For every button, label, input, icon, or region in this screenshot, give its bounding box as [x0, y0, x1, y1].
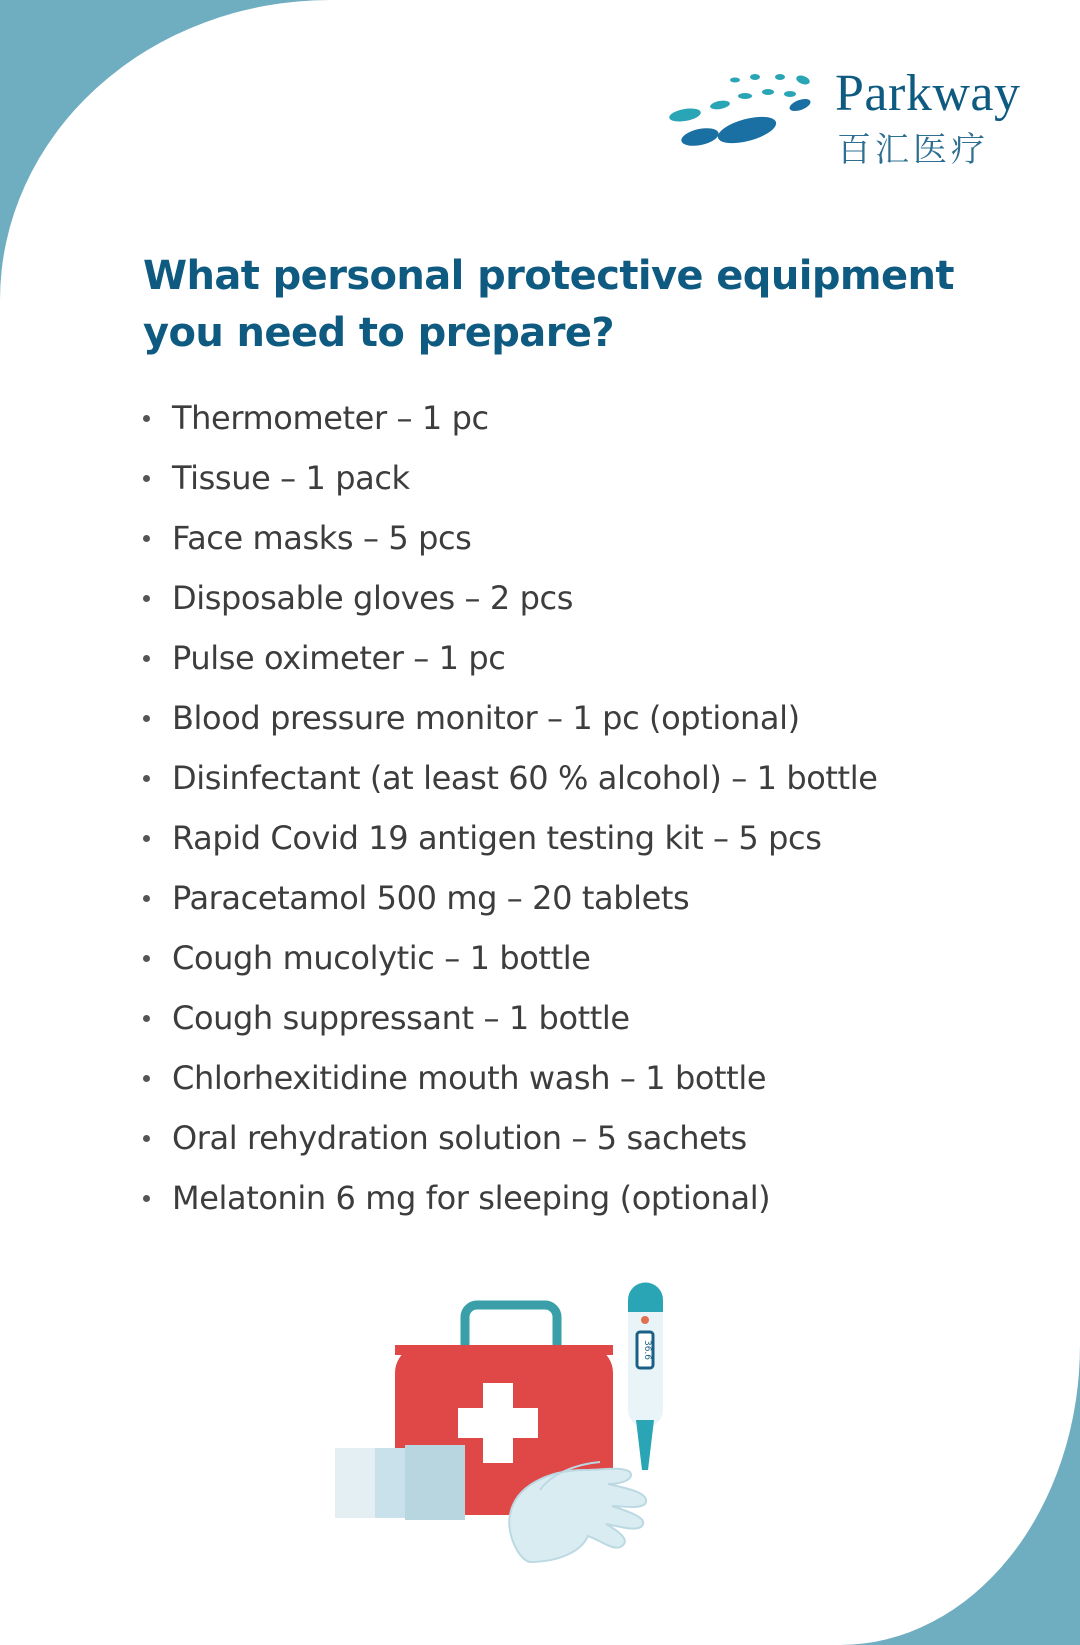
list-item — [143, 988, 877, 1048]
bullet-icon — [143, 1195, 150, 1202]
logo-name: Parkway — [835, 65, 1021, 122]
page-heading: What personal protective equipment you need to prepare? — [143, 253, 954, 356]
bullet-icon — [143, 835, 150, 842]
list-item-text: Melatonin 6 mg for sleeping (optional) — [172, 1179, 771, 1217]
list-item-text: Paracetamol 500 mg – 20 tablets — [172, 879, 690, 917]
list-item-text: Cough suppressant – 1 bottle — [172, 999, 630, 1037]
list-item — [143, 748, 877, 808]
bullet-icon — [143, 895, 150, 902]
list-item — [143, 1108, 877, 1168]
list-item-text: Rapid Covid 19 antigen testing kit – 5 pcs — [172, 819, 822, 857]
list-item — [143, 1048, 877, 1108]
list-item-text: Chlorhexitidine mouth wash – 1 bottle — [172, 1059, 767, 1097]
equipment-list — [143, 388, 877, 1228]
list-item-text: Pulse oximeter – 1 pc — [172, 639, 506, 677]
bullet-icon — [143, 535, 150, 542]
list-item-text: Thermometer – 1 pc — [172, 399, 489, 437]
list-item — [143, 628, 877, 688]
logo-mark-icon — [665, 60, 815, 150]
bullet-icon — [143, 655, 150, 662]
list-item — [143, 928, 877, 988]
list-item — [143, 1168, 877, 1228]
bullet-icon — [143, 595, 150, 602]
list-item-text: Cough mucolytic – 1 bottle — [172, 939, 591, 977]
list-item-text: Blood pressure monitor – 1 pc (optional) — [172, 699, 800, 737]
thermometer-icon — [628, 1282, 663, 1470]
list-item — [143, 568, 877, 628]
parkway-logo[interactable] — [665, 60, 1045, 170]
list-item — [143, 388, 877, 448]
bullet-icon — [143, 415, 150, 422]
list-item — [143, 868, 877, 928]
tissue-box-icon — [335, 1445, 465, 1520]
bullet-icon — [143, 775, 150, 782]
bullet-icon — [143, 1135, 150, 1142]
list-item-text: Disinfectant (at least 60 % alcohol) – 1 bottle — [172, 759, 878, 797]
logo-subtitle: 百汇医疗 — [837, 130, 989, 170]
list-item-text: Tissue – 1 pack — [172, 459, 410, 497]
list-item — [143, 448, 877, 508]
bullet-icon — [143, 475, 150, 482]
list-item-text: Disposable gloves – 2 pcs — [172, 579, 573, 617]
bullet-icon — [143, 715, 150, 722]
list-item — [143, 808, 877, 868]
list-item-text: Face masks – 5 pcs — [172, 519, 472, 557]
bullet-icon — [143, 1075, 150, 1082]
bullet-icon — [143, 1015, 150, 1022]
list-item — [143, 688, 877, 748]
list-item — [143, 508, 877, 568]
medical-kit-illustration — [330, 1270, 690, 1570]
bullet-icon — [143, 955, 150, 962]
thermometer-reading: 36.6 — [642, 1339, 652, 1361]
list-item-text: Oral rehydration solution – 5 sachets — [172, 1119, 747, 1157]
